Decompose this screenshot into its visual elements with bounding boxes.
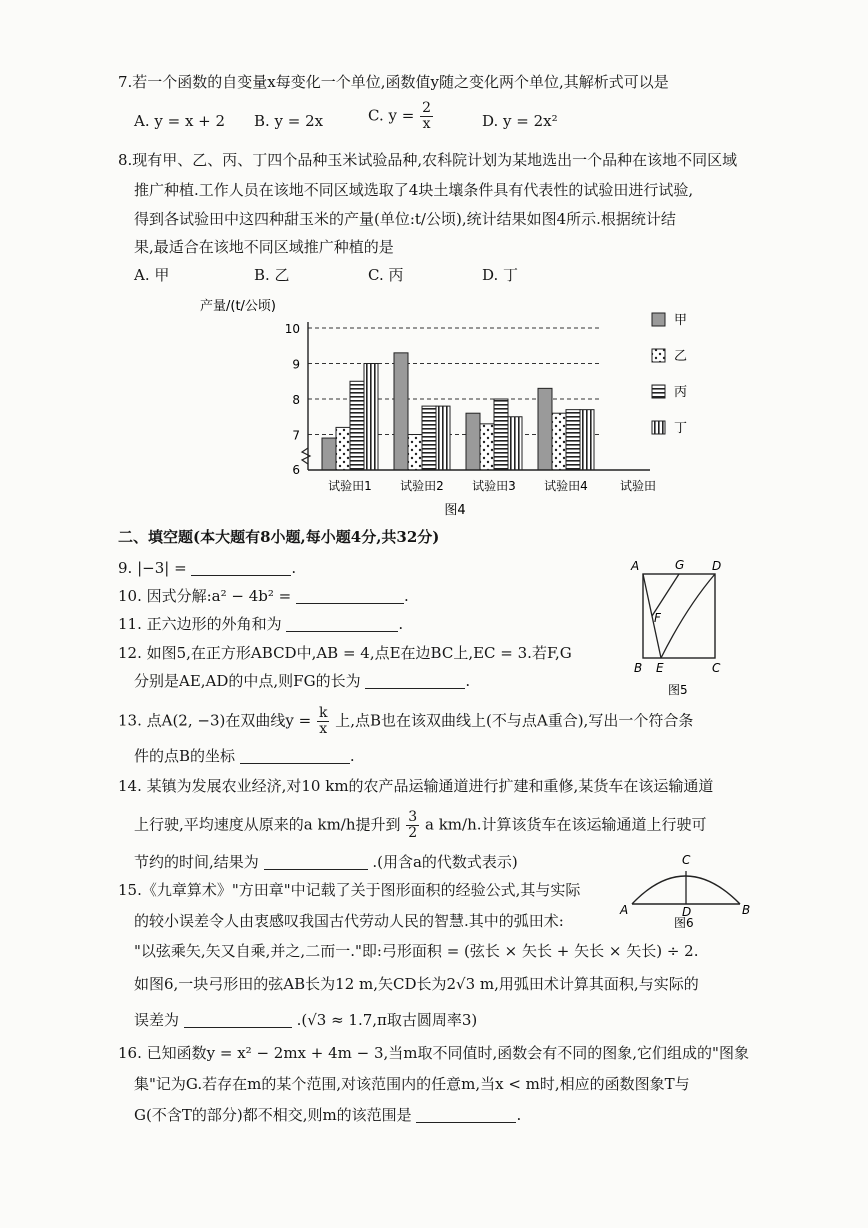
label-c: C <box>712 661 721 675</box>
label-d: D <box>682 905 692 919</box>
q12-line-1: 12. 如图5,在正方形ABCD中,AB = 4,点E在边BC上,EC = 3.若F,G <box>118 644 572 662</box>
q13-line-2: 件的点B的坐标 . <box>134 747 355 765</box>
label-b: B <box>634 661 643 675</box>
q7-option-c <box>368 101 434 132</box>
legend-label-乙: 乙 <box>674 349 688 364</box>
q14-numerator: 3 <box>408 809 418 825</box>
q10-answer-blank[interactable] <box>296 587 404 604</box>
q15-line-4: 如图6,一块弓形田的弦AB长为12 m,矢CD长为2√3 m,用弧田术计算其面积,与实际的 <box>134 975 699 993</box>
bar-乙-试验田2 <box>408 435 422 471</box>
q13-x: x <box>319 721 328 737</box>
q15-line-2: 的较小误差令人由衷感叹我国古代劳动人民的智慧.其中的弧田术: <box>134 912 564 930</box>
q11: 11. 正六边形的外角和为 . <box>118 615 404 633</box>
q15-text-5a: 误差为 <box>134 1011 180 1029</box>
x-category-label-3: 试验田4 <box>544 479 588 493</box>
label-f: F <box>654 611 661 625</box>
figure-4-bar-chart <box>190 292 710 522</box>
bar-丁-试验田4 <box>580 410 594 470</box>
q7-c-denominator: x <box>422 116 431 132</box>
legend-swatch-丙 <box>652 385 665 398</box>
q7-option-a: A. y = x + 2 <box>134 112 226 130</box>
q8-option-c: C. 丙 <box>368 266 404 284</box>
legend-swatch-丁 <box>652 421 665 434</box>
label-g: G <box>675 558 685 572</box>
q12-line-2: 分别是AE,AD的中点,则FG的长为 . <box>134 672 471 690</box>
q9: 9. |−3| = . <box>118 559 297 577</box>
q13-text-2: 件的点B的坐标 <box>134 747 236 765</box>
bar-丙-试验田4 <box>566 410 580 470</box>
q14-text-2a: 上行驶,平均速度从原来的a km/h提升到 <box>134 815 401 834</box>
q13-k: k <box>318 705 328 721</box>
q7-c-numerator: 2 <box>422 100 431 116</box>
segment-fg <box>652 574 679 616</box>
figure-5-square <box>628 556 728 700</box>
q14-denominator: 2 <box>408 825 418 841</box>
bar-丙-试验田1 <box>350 381 364 470</box>
q11-text: 11. 正六边形的外角和为 <box>118 615 282 633</box>
q14-text-3b: .(用含a的代数式表示) <box>372 853 518 871</box>
figure-6-caption: 图6 <box>674 916 694 928</box>
bar-甲-试验田1 <box>322 438 336 470</box>
q14-answer-blank[interactable] <box>264 853 368 870</box>
y-tick-label-7: 7 <box>292 428 300 443</box>
label-b: B <box>742 903 751 917</box>
label-a: A <box>620 903 629 917</box>
q9-answer-blank[interactable] <box>191 559 291 576</box>
label-c: C <box>682 853 691 867</box>
bar-乙-试验田1 <box>336 427 350 470</box>
q9-text: 9. |−3| = <box>118 559 187 577</box>
figure-5-caption: 图5 <box>668 683 688 697</box>
y-tick-label-10: 10 <box>284 322 300 336</box>
q10-text: 10. 因式分解:a² − 4b² = <box>118 587 292 605</box>
bar-丁-试验田2 <box>436 406 450 470</box>
q12-answer-blank[interactable] <box>365 672 465 689</box>
q8-line-1: 8.现有甲、乙、丙、丁四个品种玉米试验品种,农科院计划为某地选出一个品种在该地不同区域 <box>118 151 738 169</box>
axis-break-symbol <box>302 448 310 464</box>
segment-ed <box>661 574 715 658</box>
bar-丁-试验田1 <box>364 364 378 471</box>
bar-甲-试验田3 <box>466 413 480 470</box>
label-e: E <box>656 661 664 675</box>
label-d: D <box>712 559 722 573</box>
y-tick-label-origin: 6 <box>292 463 300 477</box>
q15-line-3: "以弦乘矢,矢又自乘,并之,二而一."即:弓形面积 = (弦长 × 矢长 + 矢长 × 矢长) ÷ 2. <box>134 942 699 960</box>
q8-option-b: B. 乙 <box>254 266 290 284</box>
chart-title: 图4 <box>444 503 466 518</box>
q14-text-2b: a km/h.计算该货车在该运输通道上行驶可 <box>425 815 707 834</box>
legend-label-丁: 丁 <box>674 421 688 436</box>
q11-answer-blank[interactable] <box>286 615 398 632</box>
section-2-title: 二、填空题(本大题有8小题,每小题4分,共32分) <box>118 528 440 546</box>
legend-swatch-乙 <box>652 349 665 362</box>
q7-option-d: D. y = 2x² <box>482 112 558 130</box>
x-category-label-1: 试验田2 <box>400 479 444 493</box>
bar-甲-试验田2 <box>394 353 408 470</box>
bar-乙-试验田4 <box>552 413 566 470</box>
y-axis-label: 产量/(t/公顷) <box>200 299 277 314</box>
bar-甲-试验田4 <box>538 388 552 470</box>
q7-option-c-fraction <box>420 101 433 132</box>
legend-label-丙: 丙 <box>674 385 688 400</box>
q7-stem: 7.若一个函数的自变量x每变化一个单位,函数值y随之变化两个单位,其解析式可以是 <box>118 73 669 91</box>
q8-line-3: 得到各试验田中这四种甜玉米的产量(单位:t/公顷),统计结果如图4所示.根据统计结 <box>134 210 676 228</box>
q13-answer-blank[interactable] <box>240 747 350 764</box>
q10: 10. 因式分解:a² − 4b² = . <box>118 587 409 605</box>
y-tick-label-8: 8 <box>292 393 300 407</box>
q7-option-b: B. y = 2x <box>254 112 324 130</box>
q14-text-3a: 节约的时间,结果为 <box>134 853 259 871</box>
q15-line-5 <box>134 1010 477 1030</box>
bar-丙-试验田3 <box>494 399 508 470</box>
x-category-label-0: 试验田1 <box>328 479 372 493</box>
legend-label-甲: 甲 <box>674 313 688 328</box>
legend-swatch-甲 <box>652 313 665 326</box>
q15-text-5b: .(√3 ≈ 1.7,π取古圆周率3) <box>296 1011 478 1029</box>
q8-line-2: 推广种植.工作人员在该地不同区域选取了4块土壤条件具有代表性的试验田进行试验, <box>134 181 694 199</box>
x-category-label-4: 试验田 <box>619 479 657 493</box>
q8-option-d: D. 丁 <box>482 266 519 284</box>
q15-answer-blank[interactable] <box>184 1011 292 1028</box>
x-category-label-2: 试验田3 <box>472 479 516 493</box>
q14-line-1: 14. 某镇为发展农业经济,对10 km的农产品运输通道进行扩建和重修,某货车在该运输通道 <box>118 777 714 795</box>
bar-乙-试验田3 <box>480 424 494 470</box>
q16-answer-blank[interactable] <box>416 1106 516 1123</box>
q13-text-b: 上,点B也在该双曲线上(不与点A重合),写出一个符合条 <box>335 711 694 730</box>
q16-line-3: G(不含T的部分)都不相交,则m的该范围是 . <box>134 1106 522 1124</box>
q13-text-a: 13. 点A(2, −3)在双曲线y = <box>118 711 312 730</box>
q7-option-c-prefix: C. y = <box>368 106 415 125</box>
q15-line-1: 15.《九章算术》"方田章"中记载了关于图形面积的经验公式,其与实际 <box>118 881 581 899</box>
q14-fraction <box>406 810 419 841</box>
q16-line-1: 16. 已知函数y = x² − 2mx + 4m − 3,当m取不同值时,函数会有不同的图象,它们组成的"图象 <box>118 1044 749 1062</box>
q14-line-3 <box>134 852 518 872</box>
q16-text-3: G(不含T的部分)都不相交,则m的该范围是 <box>134 1106 412 1124</box>
label-a: A <box>631 559 640 573</box>
figure-6-arc-field <box>612 848 762 928</box>
q12-text-2: 分别是AE,AD的中点,则FG的长为 <box>134 672 361 690</box>
q16-line-2: 集"记为G.若存在m的某个范围,对该范围内的任意m,当x < m时,相应的函数图象T与 <box>134 1075 690 1093</box>
q13-line-1 <box>118 706 693 737</box>
q13-fraction <box>317 706 329 737</box>
bar-丁-试验田3 <box>508 417 522 470</box>
bar-丙-试验田2 <box>422 406 436 470</box>
q8-option-a: A. 甲 <box>134 266 170 284</box>
y-tick-label-9: 9 <box>292 357 300 372</box>
q8-line-4: 果,最适合在该地不同区域推广种植的是 <box>134 238 394 256</box>
q14-line-2 <box>134 810 707 841</box>
